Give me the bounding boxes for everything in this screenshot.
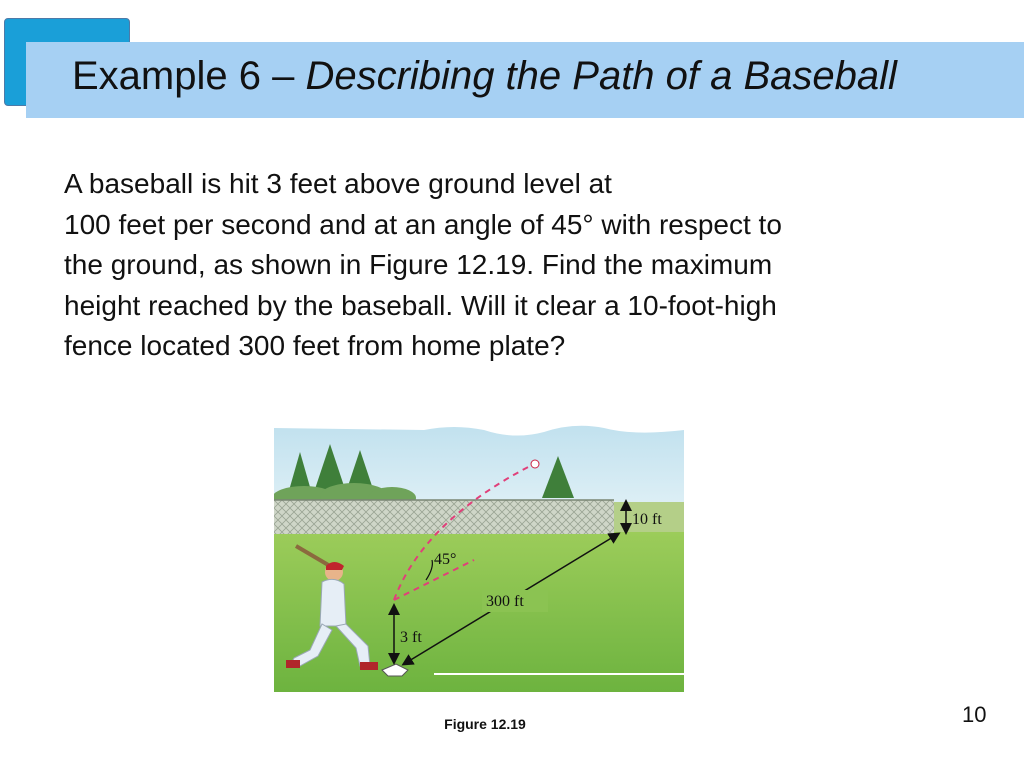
angle-label: 45° bbox=[434, 551, 457, 568]
initial-height-label: 3 ft bbox=[400, 629, 422, 646]
problem-line-5: fence located 300 feet from home plate? bbox=[64, 330, 566, 361]
baseball bbox=[531, 460, 539, 468]
title-prefix: Example 6 – bbox=[72, 54, 306, 98]
title-italic: Describing the Path of a Baseball bbox=[305, 54, 897, 98]
figure-caption: Figure 12.19 bbox=[444, 716, 526, 732]
problem-line-1: A baseball is hit 3 feet above ground level at bbox=[64, 168, 612, 199]
problem-statement bbox=[64, 164, 984, 367]
fence-height-label: 10 ft bbox=[632, 511, 662, 528]
slide-number: 10 bbox=[962, 702, 987, 727]
outfield-fence bbox=[274, 500, 614, 534]
problem-line-3: the ground, as shown in Figure 12.19. Find the maximum bbox=[64, 249, 773, 280]
baseball-figure bbox=[274, 420, 684, 692]
distance-label: 300 ft bbox=[486, 593, 524, 610]
slide-title bbox=[72, 50, 897, 102]
problem-line-2: 100 feet per second and at an angle of 45° with respect to bbox=[64, 208, 782, 240]
problem-line-4: height reached by the baseball. Will it clear a 10-foot-high bbox=[64, 289, 777, 321]
